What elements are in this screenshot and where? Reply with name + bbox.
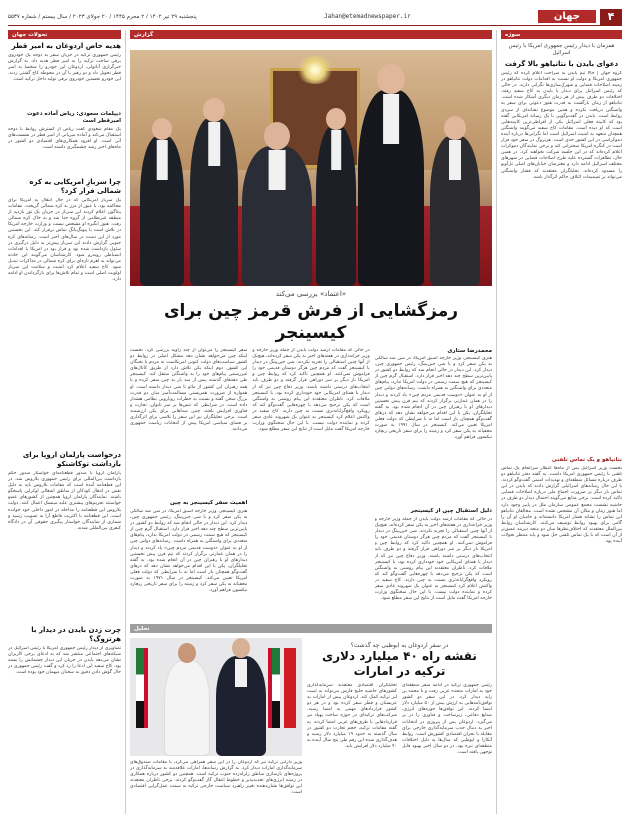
second-photo-column [130, 638, 302, 820]
right-column [496, 30, 622, 814]
news-item-title: چرا سربازِ امریکایی به کره شمالی فرار کرد؟ [29, 178, 121, 195]
news-item-title: چرت زدن بایدن در دیدار با هرتزوگ؟ [31, 626, 121, 643]
person-figure [216, 656, 266, 756]
second-headline: نقشه راه ۴۰ میلیارد دلاری ترکیه در امارات [322, 649, 477, 678]
dateline: پنجشنبه ۲۹ تیر ۱۴۰۲ / ۲ محرم ۱۴۴۵ / ۲۰ جولای ۲۰۲۳ / سال بیستم / شماره ۵۵۳۷ [8, 13, 197, 20]
article-text: هنری کیسینجر، وزیر خارجه اسبق امریکا، در سن صد سالگی به پکن سفر کرد و با شی جین‌پینگ، رئیس جمهوری چین، دیدار کرد. این دیدار در حالی انجام شد که روابط دو کشور در پایین‌ترین سطح چند دهه اخیر قرار دارد. استقبال گرم چین از کیسینجر که هیچ سمت رسمی در دولت امریکا ندارد، پیام‌های متعددی برای واشنگتن به همراه داشت. رسانه‌های دولتی چین از او به عنوان «دوست قدیمی مردم چین» یاد کردند و دیدار را در همان عمارتی برگزار کردند که نیم قرن پیش نخستین دیدارهای او با رهبران چین در آن انجام شده بود. به گفته تحلیلگران، پکن با این اقدام می‌خواهد نشان دهد که درهای گفت‌وگو همچنان باز است اما نه با شرایطی که دولت فعلی امریکا تعیین می‌کند. کیسینجر در سال ۱۹۷۱ به صورت مخفیانه به پکن سفر کرد و زمینه را برای سفر تاریخی ریچارد نیکسون فراهم آورد. [374, 356, 492, 441]
person-figure [140, 136, 184, 286]
article-column [252, 348, 369, 620]
article-column [375, 348, 492, 620]
news-item [8, 451, 121, 623]
person-figure [358, 90, 424, 286]
second-story [130, 638, 492, 820]
article-text: سفر کیسینجر را می‌توان از چند زاویه بررسی کرد. نخست اینکه چین می‌خواهد نشان دهد مشکل اصلی در روابط دو کشور سیاست‌های دولت کنونی امریکاست نه مردم یا نخبگان این کشور. دوم اینکه پکن تلاش دارد از طریق کانال‌های غیررسمی پیام‌های خود را به واشنگتن منتقل کند. کیسینجر طی دهه‌های گذشته بیش از صد بار به چین سفر کرده و با همه رهبران این کشور از مائو تا شی دیدار داشته است. او همواره از ضرورت همزیستی مسالمت‌آمیز میان دو قدرت بزرگ سخن گفته و نسبت به خطرات رویارویی نظامی هشدار داده است. در شرایطی که تنش‌ها بر سر تایوان، تجارت و فناوری افزایش یافته، چنین صداهایی برای پکن ارزشمند است. برخی تحلیلگران نیز این سفر را تلاشی برای اثرگذاری بر فضای سیاسی امریکا پیش از انتخابات ریاست جمهوری می‌دانند. [130, 348, 248, 433]
left-column [8, 30, 126, 814]
news-item-sub-body: یک مقام سعودی گفت ریاض از گسترش روابط با دوحه استقبال می‌کند و آماده میزبانی از امیر قطر در نشست‌های آتی است. او افزود همکاری‌های اقتصادی دو کشور در ماه‌های اخیر رشد چشمگیری داشته است. [8, 127, 121, 151]
article-text: هنری کیسینجر، وزیر خارجه اسبق امریکا، در سن صد سالگی به پکن سفر کرد و با شی جین‌پینگ، رئیس جمهوری چین، دیدار کرد. این دیدار در حالی انجام شد که روابط دو کشور در پایین‌ترین سطح چند دهه اخیر قرار دارد. استقبال گرم چین از کیسینجر که هیچ سمت رسمی در دولت امریکا ندارد، پیام‌های متعددی برای واشنگتن به همراه داشت. رسانه‌های دولتی چین از او به عنوان «دوست قدیمی مردم چین» یاد کردند و دیدار را در همان عمارتی برگزار کردند که نیم قرن پیش نخستین دیدارهای او با رهبران چین در آن انجام شده بود. به گفته تحلیلگران، پکن با این اقدام می‌خواهد نشان دهد که درهای گفت‌وگو همچنان باز است اما نه با شرایطی که دولت فعلی امریکا تعیین می‌کند. کیسینجر در سال ۱۹۷۱ به صورت مخفیانه به پکن سفر کرد و زمینه را برای سفر تاریخی ریچارد نیکسون فراهم آورد. [130, 509, 248, 594]
article-text: در حالی که مقامات ارشد دولت بایدن از جمله وزیر خارجه و وزیر خزانه‌داری در هفته‌های اخیر به پکن سفر کرده‌اند، هیچ‌یک از آنها چنین استقبالی را تجربه نکردند. شی جین‌پینگ در دیدار با کیسینجر گفت که مردم چین هرگز دوستان قدیمی خود را فراموش نمی‌کنند. او همچنین تاکید کرد که روابط چین و امریکا بار دیگر بر سر دوراهی قرار گرفته و دو طرف باید انتخاب‌های درستی داشته باشند. وزیر دفاع چین نیز که از دیدار با همتای امریکایی خود خودداری کرده بود، با کیسینجر ملاقات کرد. ناظران معتقدند این پیام روشنی به واشنگتن است که پکن ترجیح می‌دهد با چهره‌هایی گفت‌وگو کند که رویکرد واقع‌گرایانه‌تری نسبت به چین دارند. کاخ سفید در واکنش اعلام کرد کیسینجر به عنوان یک شهروند عادی سفر کرده و نماینده دولت نیست. با این حال سخنگوی وزارت خارجه امریکا گفت مایل است از نتایج این سفر مطلع شود. [374, 517, 492, 602]
main-story-photo [130, 50, 492, 286]
person-figure [190, 118, 238, 286]
news-item-body: پارلمان اروپا با صدور قطعنامه‌ای خواستار صدور حکم بازداشت بین‌المللی برای رئیس جمهوری بلاروس شد. در این قطعنامه آمده است که مقامات بلاروس باید به دلیل نقش در انتقال کودکان از مناطق اشغالی اوکراین پاسخگو باشند. نمایندگان پارلمان اروپا همچنین از کشورهای عضو خواستند تحریم‌های بیشتری علیه مینسک اعمال کنند. دولت بلاروس این قطعنامه را مداخله در امور داخلی خود خوانده است. این قطعنامه با اکثریت قاطع آرا به تصویب رسید و شماری از نمایندگان خواستار پیگیری حقوقی آن در دادگاه کیفری بین‌المللی شدند. [8, 471, 121, 531]
news-item [8, 178, 121, 448]
author-name: محمدرضا ستاری [447, 348, 492, 354]
page-header [8, 8, 622, 26]
right-body: گروه جهان | حالا تیم بایدن به صراحت اعلام کرده که رئیس جمهوری امریکا و دولت او نسبت به اقدامات دولت نتانیاهو در زمینه اصلاحات قضایی و شهرک‌سازی‌ها نگرانی دارند. در حالی که رئیس اسرائیل برای دیدار با بایدن به کاخ سفید رفته، اختلافات دو طرف بیش از هر زمان دیگری آشکار شده است. نتانیاهو از زمان بازگشت به قدرت هنوز دعوتی برای سفر به واشنگتن دریافت نکرده و همین موضوع نشانه‌ای از سردی روابط است. بایدن در گفت‌وگویی با یک رسانه امریکایی گفته بود که کابینه فعلی اسرائیل یکی از افراطی‌ترین کابینه‌هایی است که او دیده است. مقامات کاخ سفید می‌گویند واشنگتن همچنان متعهد به امنیت اسرائیل است اما نگرانی‌ها درباره آینده دموکراسی در این کشور جدی است. هرتزوگ در سفر خود قرار است در کنگره امریکا سخنرانی کند و برخی نمایندگان دموکرات اعلام کرده‌اند که در این جلسه شرکت نخواهند کرد. در همین حال، تظاهرات گسترده علیه طرح اصلاحات قضایی در شهرهای مختلف اسرائیل ادامه دارد و معترضان خیابان‌های اصلی تل‌آویو را مسدود کرده‌اند. تحلیلگران معتقدند که فشار واشنگتن می‌تواند بر تصمیمات ائتلاف حاکم اثرگذار باشد. [501, 71, 622, 180]
section-tag [538, 9, 622, 25]
second-story-body [307, 638, 492, 820]
article-subhead: اهمیت سفر کیسینجر به چین [169, 500, 248, 506]
left-column-label: تحولات جهان [8, 30, 121, 39]
second-kicker: در سفر اردوغان به ابوظبی چه گذشت؟ [350, 642, 449, 649]
main-kicker: «اعتماد» بررسی می‌کند [275, 290, 347, 298]
right-subhead: نتانیاهو و یک تماس تلفنی [551, 457, 622, 463]
main-story-label: گزارش [130, 30, 492, 39]
second-story-label: تحلیل [130, 624, 492, 633]
right-body-2: نخست وزیر اسرائیل پس از ماه‌ها انتظار سرانجام یک تماس تلفنی با رئیس جمهوری امریکا داشت. به گفته دفتر نتانیاهو دو طرف درباره مسائل منطقه‌ای و تهدیدات امنیتی گفت‌وگو کردند. با این حال رسانه‌های اسرائیلی گزارش دادند که بایدن در این تماس بار دیگر بر ضرورت اجماع ملی درباره اصلاحات قضایی تاکید کرده است. برخی منابع می‌گویند احتمال دیدار دو طرف در حاشیه نشست مجمع عمومی سازمان ملل در پاییز وجود دارد اما هنوز زمان و مکان آن مشخص نشده است. مخالفان نتانیاهو این تماس را نشانه فشار امریکا دانسته‌اند و حامیان او آن را گامی برای بهبود روابط توصیف می‌کنند. کارشناسان روابط بین‌الملل معتقدند که اختلاف‌نظرها میان دو متحد دیرینه عمیق‌تر از آن است که با یک تماس تلفنی حل شود و باید منتظر تحولات آینده بود. [501, 466, 622, 545]
main-article [130, 348, 492, 620]
news-item-title: درخواست پارلمان اروپا برای بازداشت توکاشنکو [22, 451, 121, 468]
person-figure [242, 146, 312, 286]
right-title: دعوای بایدن با نتانیاهو بالا گرفت [504, 60, 619, 68]
page-number: ۴ [600, 9, 622, 25]
news-item-body: تصاویری از دیدار رئیس جمهوری امریکا با رئیس اسرائیل در شبکه‌های اجتماعی منتشر شد که به ادعای برخی کاربران نشان می‌دهد بایدن در جریان این دیدار چشمانش را بسته بود. کاخ سفید این ادعا را رد کرد و گفت رئیس جمهوری در حال گوش دادن دقیق به سخنان میهمان خود بوده است. [8, 646, 121, 676]
main-headline: رمزگشایی از فرش قرمز چین برای کیسینجر [163, 301, 459, 343]
article-subhead: دلیل استقبال چین از کیسینجر [410, 508, 492, 514]
news-item-body: یک سرباز امریکایی که در حال انتقال به امریکا برای محاکمه بود، با عبور از مرز به کره شمالی گریخت. مقامات پنتاگون اعلام کردند این سرباز در جریان یک تور بازدید از منطقه غیرنظامی از گروه جدا شد و به خاک کره شمالی رفت. هنوز انگیزه او مشخص نیست و وزارت خارجه امریکا در تلاش است با پیونگ‌یانگ تماس برقرار کند. این نخستین مورد از این دست در سال‌های اخیر است. رسانه‌های کره جنوبی گزارش دادند این سرباز پیش‌تر به دلیل درگیری در سئول بازداشت شده بود و قرار بود در امریکا با اقدامات انضباطی روبه‌رو شود. کارشناسان می‌گویند این حادثه می‌تواند به اهرم تازه‌ای برای کره شمالی در مذاکرات تبدیل شود. کاخ سفید اعلام کرد امنیت و سلامت این سرباز اولویت اصلی است و تمام تلاش‌ها برای بازگرداندن او ادامه دارد. [8, 198, 121, 283]
second-text: تحلیلگران اقتصادی معتقدند سرمایه‌گذاری کشورهای حاشیه خلیج فارس می‌تواند به تثبیت لیر ترکیه کمک کند. اردوغان پیش از امارات به عربستان و قطر سفر کرده بود و در هر دو کشور قراردادهای مهمی به امضا رسید. شرکت‌های ترکیه‌ای در حوزه ساخت پهپاد نیز قراردادهایی با طرف‌های عربی امضا کردند. به گفته مقامات ترکیه، حجم تجارت دو کشور در سال گذشته به حدود ۱۹ میلیارد دلار رسید و هدف‌گذاری شده این رقم طی پنج سال آینده به ۴۰ میلیارد دلار افزایش یابد. [307, 683, 397, 749]
chandelier-graphic [295, 56, 335, 84]
right-column-label: سوژه [501, 30, 622, 39]
person-figure [430, 136, 480, 286]
news-item-body: رئیس جمهوری ترکیه در جریان سفر به دوحه یک خودروی برقی ساخت ترکیه را به امیر قطر هدیه داد. به گزارش خبرگزاری آناتولی، اردوغان این خودرو را شخصا به امیر قطر تحویل داد و دو رهبر با آن در محوطه کاخ گشتی زدند. این خودرو نخستین خودروی برقی تولید داخل ترکیه است. [8, 53, 121, 83]
second-story-photo [130, 638, 302, 756]
section-email[interactable]: Jahan@etemadnewspaper.ir [323, 13, 411, 20]
person-figure [316, 126, 356, 286]
news-item [8, 42, 121, 175]
article-column [130, 348, 247, 620]
article-text: در حالی که مقامات ارشد دولت بایدن از جمله وزیر خارجه و وزیر خزانه‌داری در هفته‌های اخیر به پکن سفر کرده‌اند، هیچ‌یک از آنها چنین استقبالی را تجربه نکردند. شی جین‌پینگ در دیدار با کیسینجر گفت که مردم چین هرگز دوستان قدیمی خود را فراموش نمی‌کنند. او همچنین تاکید کرد که روابط چین و امریکا بار دیگر بر سر دوراهی قرار گرفته و دو طرف باید انتخاب‌های درستی داشته باشند. وزیر دفاع چین نیز که از دیدار با همتای امریکایی خود خودداری کرده بود، با کیسینجر ملاقات کرد. ناظران معتقدند این پیام روشنی به واشنگتن است که پکن ترجیح می‌دهد با چهره‌هایی گفت‌وگو کند که رویکرد واقع‌گرایانه‌تری نسبت به چین دارند. کاخ سفید در واکنش اعلام کرد کیسینجر به عنوان یک شهروند عادی سفر کرده و نماینده دولت نیست. با این حال سخنگوی وزارت خارجه امریکا گفت مایل است از نتایج این سفر مطلع شود. [252, 348, 370, 433]
news-item-title: هدیه خاص اردوغان به امیر قطر [11, 42, 121, 50]
second-text: رئیس جمهوری ترکیه در ادامه سفر منطقه‌ای خود به امارات متحده عربی رفت و با محمد بن زاید دیدار کرد. در این سفر دو کشور توافق‌نامه‌هایی به ارزش بیش از ۵۰ میلیارد دلار امضا کردند. این توافق‌ها حوزه‌های انرژی، صنایع دفاعی، زیرساخت و فناوری را در بر می‌گیرد. اردوغان پس از پیروزی در انتخابات اخیر به دنبال جذب سرمایه‌گذاری خارجی برای مقابله با بحران اقتصادی کشورش است. روابط آنکارا و ابوظبی که سال‌ها به دلیل اختلافات منطقه‌ای تیره بود، در دو سال اخیر بهبود قابل توجهی یافته است. [402, 683, 492, 756]
main-area [130, 30, 492, 814]
news-item-subtitle: دیپلمات سعودی: ریاض آماده دعوت امیرقطر است [26, 111, 121, 124]
right-kicker: همزمان با دیدار رئیس جمهوری امریکا با رئیس اسرائیل [508, 43, 615, 56]
section-name: جهان [538, 10, 596, 23]
person-figure [164, 660, 210, 756]
news-item [8, 626, 121, 738]
second-text: وزیر دارایی ترکیه نیز که اردوغان را در این سفر همراهی می‌کرد، با مقامات صندوق‌های سرمایه‌گذاری امارات دیدار کرد. به گزارش رسانه‌ها، امارات علاقه‌مند به سرمایه‌گذاری در پروژه‌های بازسازی مناطق زلزله‌زده جنوب ترکیه است. همچنین دو کشور درباره همکاری در زمینه انرژی‌های تجدیدپذیر و خطوط انتقال گاز گفت‌وگو کردند. برخی ناظران معتقدند این توافق‌ها نشان‌دهنده تغییر راهبرد سیاست خارجی ترکیه به سمت عمل‌گرایی اقتصادی است. [130, 760, 302, 796]
